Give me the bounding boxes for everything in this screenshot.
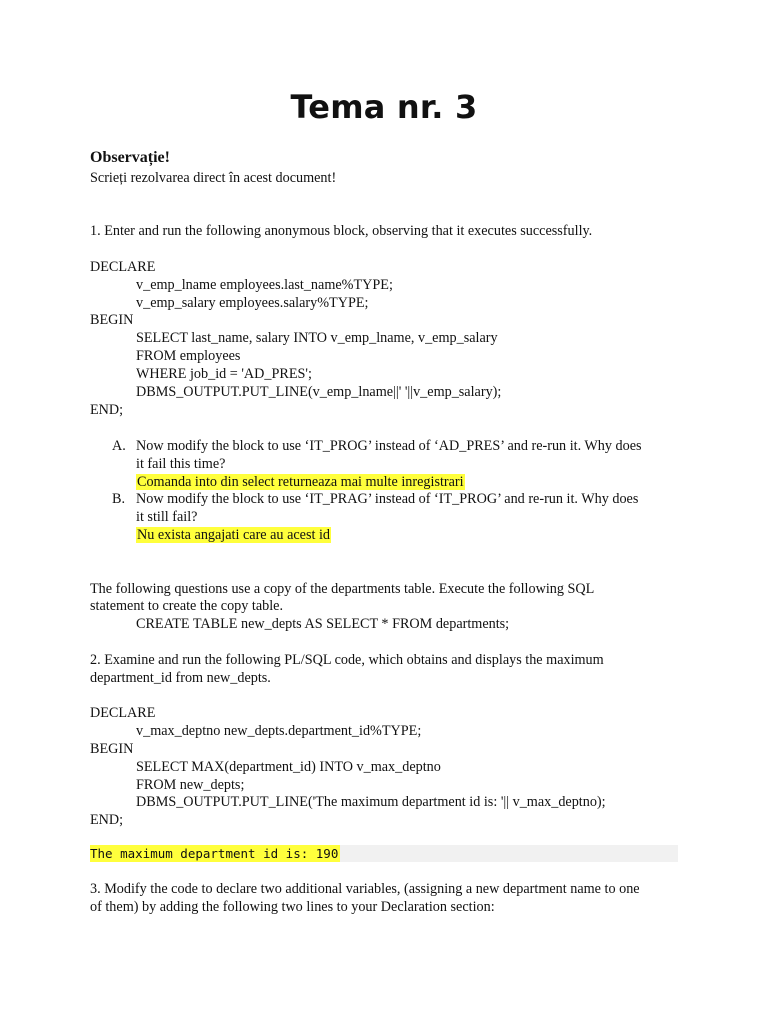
q1-code-line: FROM employees	[136, 348, 241, 364]
q1-code-line: v_emp_lname employees.last_name%TYPE;	[136, 277, 393, 293]
q2-code-line: END;	[90, 812, 124, 828]
observation-heading: Observație!	[90, 149, 170, 166]
q1-code-line: DECLARE	[90, 259, 156, 275]
copy-table-text: The following questions use a copy of the departments table. Execute the following SQL	[90, 581, 595, 597]
q2-code-line: BEGIN	[90, 741, 134, 757]
page-title: Tema nr. 3	[290, 88, 478, 126]
q1-b-question: Now modify the block to use ‘IT_PRAG’ instead of ‘IT_PROG’ and re-run it. Why does	[136, 491, 639, 507]
q1-b-answer	[136, 526, 331, 544]
q2-intro: 2. Examine and run the following PL/SQL code, which obtains and displays the maximum	[90, 652, 604, 668]
q2-code-line: v_max_deptno new_depts.department_id%TYPE;	[136, 723, 422, 739]
q1-b-marker: B.	[112, 491, 126, 507]
q1-a-question: it fail this time?	[136, 456, 226, 472]
q1-a-marker: A.	[112, 438, 126, 454]
q2-code-line: FROM new_depts;	[136, 777, 245, 793]
q2-code-line: SELECT MAX(department_id) INTO v_max_deptno	[136, 759, 441, 775]
q1-code-line: WHERE job_id = 'AD_PRES';	[136, 366, 312, 382]
q2-code-line: DBMS_OUTPUT.PUT_LINE('The maximum department id is: '|| v_max_deptno);	[136, 794, 606, 810]
copy-table-sql: CREATE TABLE new_depts AS SELECT * FROM departments;	[136, 616, 510, 632]
q1-a-answer	[136, 473, 465, 491]
q1-code-line: BEGIN	[90, 312, 134, 328]
q3-intro: of them) by adding the following two lines to your Declaration section:	[90, 899, 495, 915]
answer-highlight: Comanda into din select returneaza mai multe inregistrari	[137, 474, 464, 490]
q1-code-line: END;	[90, 402, 124, 418]
q2-code-line: DECLARE	[90, 705, 156, 721]
answer-highlight: Nu exista angajati care au acest id	[137, 527, 331, 543]
q1-a-question: Now modify the block to use ‘IT_PROG’ instead of ‘AD_PRES’ and re-run it. Why does	[136, 438, 642, 454]
q1-b-question: it still fail?	[136, 509, 198, 525]
observation-text: Scrieți rezolvarea direct în acest document!	[90, 170, 337, 186]
copy-table-text: statement to create the copy table.	[90, 598, 284, 614]
q3-intro: 3. Modify the code to declare two additional variables, (assigning a new department name to one	[90, 881, 640, 897]
output-text: The maximum department id is: 190	[90, 846, 339, 861]
q1-intro: 1. Enter and run the following anonymous block, observing that it executes successfully.	[90, 223, 593, 239]
q2-intro: department_id from new_depts.	[90, 670, 271, 686]
q1-code-line: v_emp_salary employees.salary%TYPE;	[136, 295, 369, 311]
q1-code-line: DBMS_OUTPUT.PUT_LINE(v_emp_lname||' '||v_emp_salary);	[136, 384, 502, 400]
q1-code-line: SELECT last_name, salary INTO v_emp_lname, v_emp_salary	[136, 330, 498, 346]
